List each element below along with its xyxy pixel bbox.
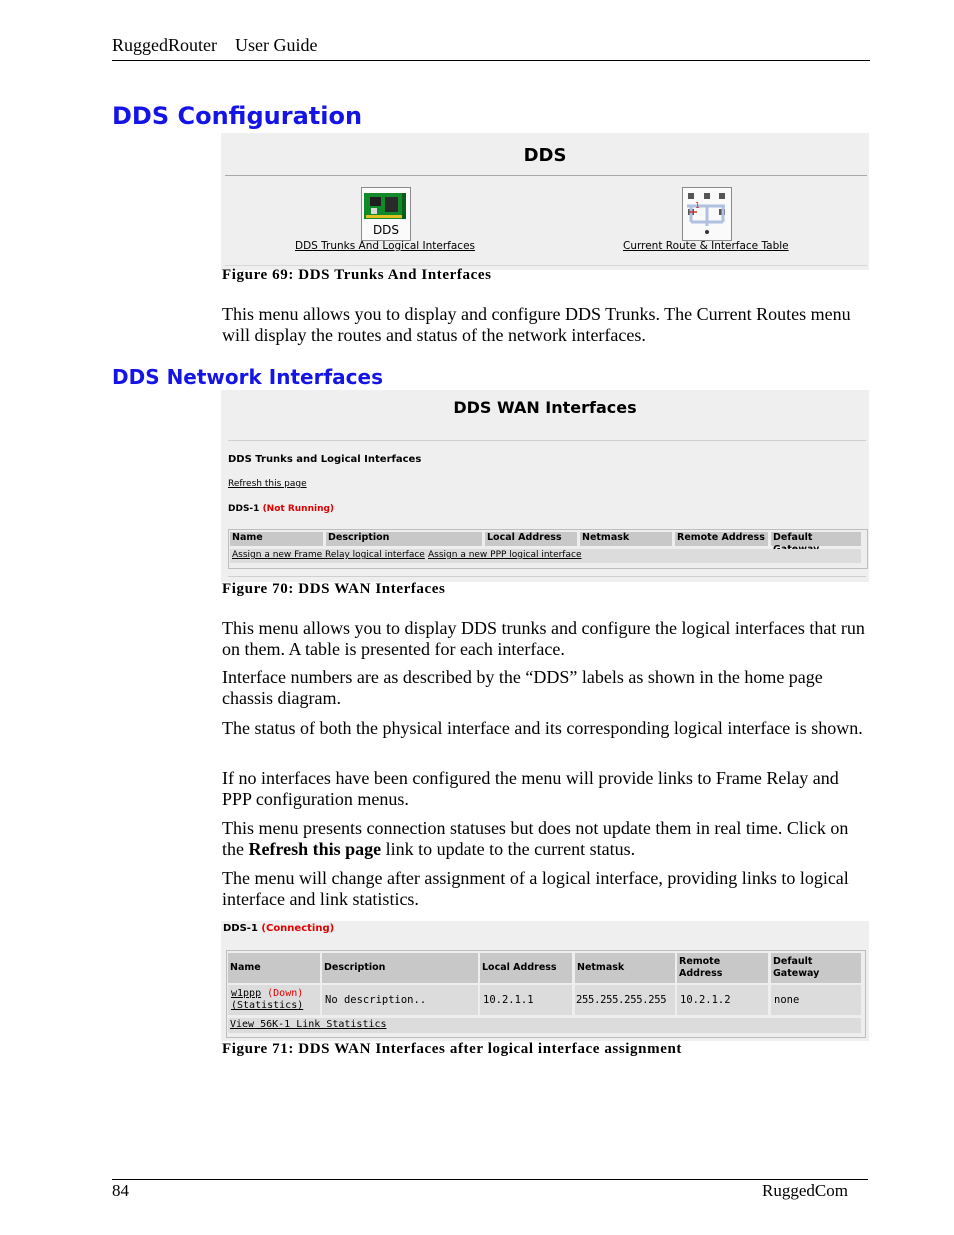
section-heading-dds-network-interfaces: DDS Network Interfaces bbox=[112, 365, 383, 389]
paragraph-interface-numbers: Interface numbers are as described by the “DDS” labels as shown in the home page chassis diagram. bbox=[222, 667, 823, 708]
route-table-icon[interactable] bbox=[682, 187, 732, 241]
logical-interface-table bbox=[226, 950, 866, 1038]
cell-description: No description.. bbox=[322, 985, 478, 1015]
section-heading-dds-configuration: DDS Configuration bbox=[112, 102, 363, 130]
col-header-remote-address: Remote Address bbox=[675, 532, 768, 546]
col-default-gateway: Default Gateway bbox=[771, 953, 861, 983]
cell-name bbox=[228, 985, 320, 1015]
current-route-link[interactable]: Current Route & Interface Table bbox=[623, 240, 789, 252]
footer-company: RuggedCom bbox=[762, 1181, 848, 1200]
circuit-board-icon bbox=[362, 188, 410, 240]
figure-71-screenshot bbox=[221, 921, 869, 1041]
col-name: Name bbox=[228, 953, 320, 983]
paragraph-menu-change: The menu will change after assignment of a logical interface, providing links to logical interface and link statistics. bbox=[222, 868, 849, 909]
figure-70-screenshot bbox=[221, 390, 869, 582]
header-rule bbox=[112, 60, 870, 61]
figure-70-caption: Figure 70: DDS WAN Interfaces bbox=[222, 581, 446, 597]
paragraph-no-interfaces: If no interfaces have been configured the menu will provide links to Frame Relay and PPP configuration menus. bbox=[222, 768, 839, 809]
dds1-label: DDS-1 bbox=[228, 504, 260, 514]
figure-69-screenshot bbox=[221, 133, 869, 270]
col-netmask: Netmask bbox=[575, 953, 675, 983]
dds-wan-panel-bottom-rule bbox=[228, 576, 866, 577]
dds-trunks-subtitle: DDS Trunks and Logical Interfaces bbox=[228, 454, 422, 465]
footer-rule bbox=[112, 1179, 868, 1180]
header-product: RuggedRouter bbox=[112, 35, 217, 55]
paragraph-status: The status of both the physical interface and its corresponding logical interface is shown. bbox=[222, 718, 863, 738]
svg-text:1: 1 bbox=[695, 201, 701, 210]
header-doc: User Guide bbox=[235, 35, 318, 55]
running-header bbox=[112, 35, 317, 56]
w1ppp-link[interactable]: w1ppp bbox=[231, 988, 262, 999]
dds-panel-bottom-rule bbox=[225, 265, 867, 266]
dds1-status-line bbox=[228, 504, 334, 514]
col-header-description: Description bbox=[326, 532, 482, 546]
dds-wan-panel-rule bbox=[228, 440, 866, 441]
dds1-status-not-running: (Not Running) bbox=[262, 504, 335, 514]
dds-panel-title: DDS bbox=[523, 145, 567, 166]
dds1-status-connecting: (Connecting) bbox=[261, 923, 335, 934]
assign-frame-relay-link[interactable]: Assign a new Frame Relay logical interface bbox=[232, 550, 425, 560]
dds-card-icon[interactable] bbox=[361, 187, 411, 241]
refresh-text-bold: Refresh this page bbox=[248, 839, 382, 859]
col-header-local-address: Local Address bbox=[485, 532, 577, 546]
col-header-default-gateway: Default bbox=[771, 532, 861, 546]
refresh-text-pre: This menu presents connection statuses but does not update them in real time. Click on the bbox=[222, 818, 849, 859]
dds1-connecting-line bbox=[223, 923, 334, 934]
col-remote-address: Remote Address bbox=[677, 953, 768, 983]
dds-panel-rule bbox=[225, 175, 867, 176]
dds-wan-panel-title: DDS WAN Interfaces bbox=[453, 398, 637, 417]
dds-interface-table bbox=[228, 529, 868, 569]
paragraph-dds-menu: This menu allows you to display and configure DDS Trunks. The Current Routes menu will display the routes and status of the network interfaces. bbox=[222, 304, 851, 345]
dds-trunks-link[interactable]: DDS Trunks And Logical Interfaces bbox=[295, 240, 476, 252]
col-header-netmask: Netmask bbox=[580, 532, 672, 546]
svg-text:DDS: DDS bbox=[372, 223, 400, 237]
assign-links-row bbox=[230, 549, 861, 563]
figure-71-caption: Figure 71: DDS WAN Interfaces after logical interface assignment bbox=[222, 1041, 682, 1057]
w1ppp-status: (Down) bbox=[267, 988, 304, 999]
cell-local-address: 10.2.1.1 bbox=[480, 985, 572, 1015]
paragraph-refresh bbox=[222, 818, 872, 860]
cell-netmask: 255.255.255.255 bbox=[575, 985, 675, 1015]
paragraph-dds-trunks: This menu allows you to display DDS trunks and configure the logical interfaces that run on them. A table is presented for each interface. bbox=[222, 618, 865, 659]
view-link-statistics-link[interactable]: View 56K-1 Link Statistics bbox=[230, 1019, 387, 1030]
col-local-address: Local Address bbox=[480, 953, 572, 983]
dds1-label-2: DDS-1 bbox=[223, 923, 258, 934]
refresh-page-link[interactable]: Refresh this page bbox=[228, 479, 307, 489]
cell-default-gateway: none bbox=[771, 985, 861, 1015]
link-stats-row bbox=[228, 1018, 861, 1033]
statistics-link[interactable]: (Statistics) bbox=[231, 1000, 304, 1011]
figure-69-caption: Figure 69: DDS Trunks And Interfaces bbox=[222, 267, 492, 283]
cell-remote-address: 10.2.1.2 bbox=[677, 985, 768, 1015]
col-header-name: Name bbox=[230, 532, 323, 546]
page-number: 84 bbox=[112, 1181, 129, 1200]
assign-ppp-link[interactable]: Assign a new PPP logical interface bbox=[428, 550, 582, 560]
col-description: Description bbox=[322, 953, 478, 983]
network-route-icon bbox=[683, 188, 731, 240]
refresh-text-post: link to update to the current status. bbox=[381, 839, 636, 859]
